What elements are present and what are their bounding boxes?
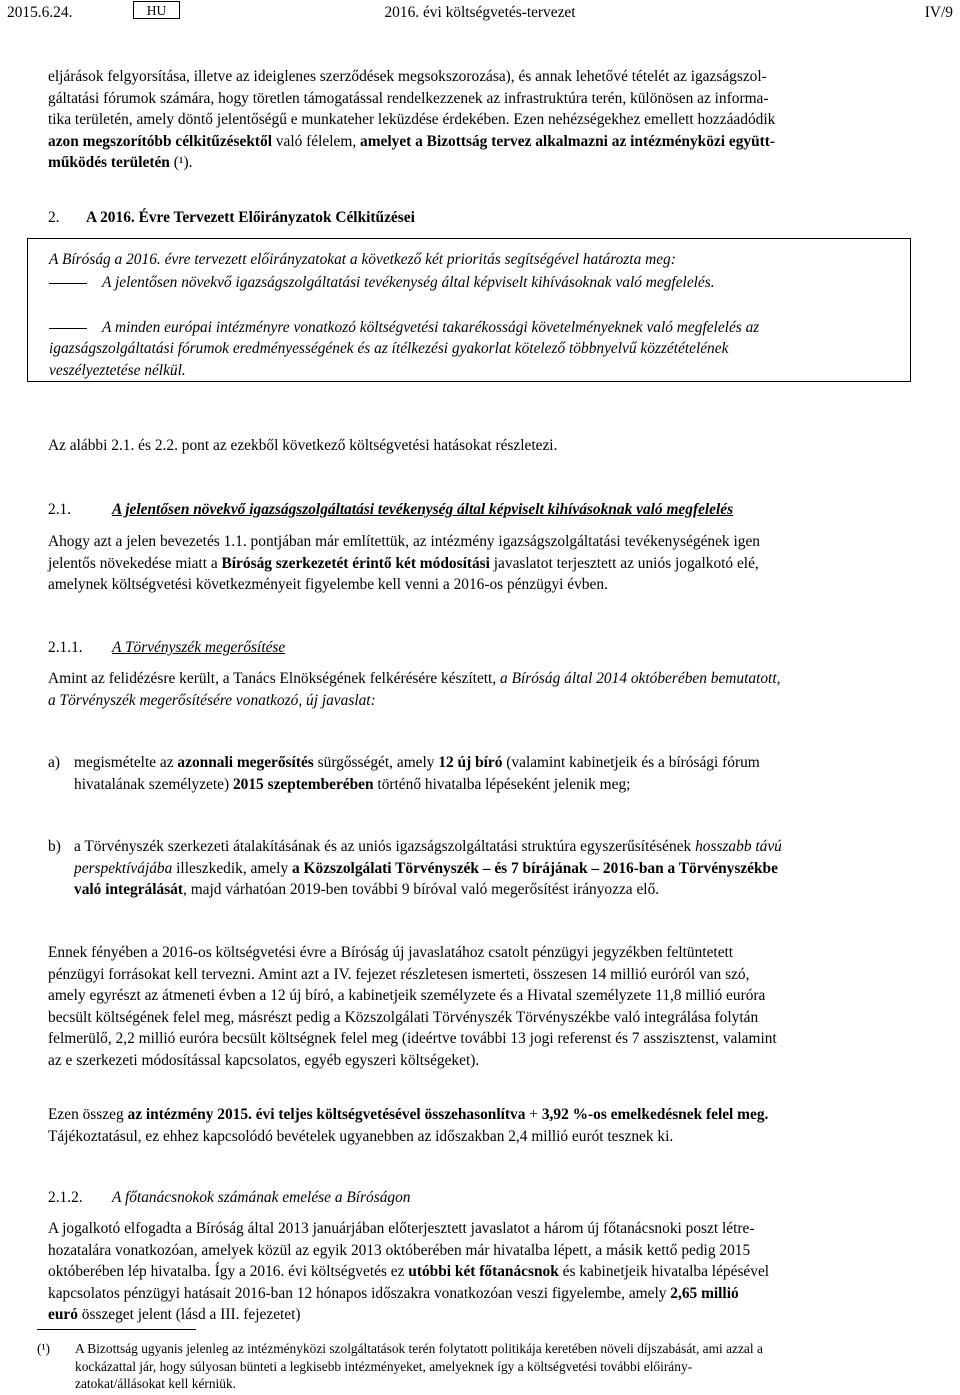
paragraph-2-1-2 [48, 1218, 912, 1326]
text-line [48, 553, 912, 575]
footnote-mark: (¹) [37, 1341, 50, 1356]
text-line: Ahogy azt a jelen bevezetés 1.1. pontjában már említettük, az intézmény igazságszolgáltatási tevékenységének igen [48, 533, 760, 550]
text-span: (valamint kabinetjeik és a bírósági fórum [502, 754, 760, 771]
subsection-title: A főtanácsnokok számának emelése a Bíróságon [112, 1189, 411, 1206]
text-line: amely egyrészt az átmeneti évben a 12 új bíró, a kabinetjeik személyzete és a Hivatal személyzete 11,8 millió euróra [48, 987, 766, 1004]
section-title: A 2016. Évre Tervezett Előirányzatok Célkitűzései [86, 209, 415, 226]
bold-phrase: 3,92 %-os emelkedésnek felel meg. [541, 1106, 769, 1123]
text-line [74, 752, 912, 774]
text-span: javaslatot terjesztett az uniós jogalkotó elé, [489, 554, 759, 572]
text-line: gáltatási fórumok számára, hogy töretlen támogatással rendelkezzenek az infrastruktúra terén, különösen az informa- [48, 89, 769, 107]
text-line [48, 690, 912, 712]
text-line [48, 1261, 912, 1283]
text-span: való félelem, [271, 132, 361, 150]
paragraph-alabbi: Az alábbi 2.1. és 2.2. pont az ezekből következő költségvetési hatásokat részletezi. [48, 437, 558, 454]
text-span: és kabinetjeik hivatalba lépésével [558, 1263, 770, 1280]
text-span: Ezen összeg [48, 1106, 128, 1123]
text-line [48, 152, 912, 174]
text-span: . [188, 154, 193, 171]
text-line: felmerülő, 2,2 millió euróra becsült költségnek felel meg (ideértve további 13 jogi referenst és 7 asszisztenst, valamint [48, 1030, 777, 1047]
list-label: a) [48, 754, 60, 771]
paragraph-ennek [48, 942, 912, 1071]
text-line: Ennek fényében a 2016-os költségvetési évre a Bíróság új javaslatához csatolt pénzügyi jegyzékben feltüntetett [48, 944, 734, 961]
text-span: sürgősségét, amely [313, 754, 439, 771]
text-line [74, 836, 912, 858]
text-span: , majd várhatóan 2019-ben további 9 bíróval való megerősítést irányozza elő. [183, 881, 660, 898]
text-line [74, 774, 912, 796]
italic-phrase: a Törvényszék megerősítésére vonatkozó, új javaslat: [48, 691, 376, 709]
bold-phrase: 12 új bíró [438, 754, 503, 771]
list-item-b [74, 836, 912, 901]
dash-bullet [49, 328, 87, 329]
header-page-number: IV/9 [924, 4, 953, 21]
list-item-a [74, 752, 912, 795]
intro-paragraph [48, 66, 912, 174]
text-span: októberében lép hivatalba. Így a 2016. évi költségvetés ez [48, 1263, 409, 1280]
text-line: A jogalkotó elfogadta a Bíróság által 2013 januárjában előterjesztett javaslatot a három új főtanácsnoki poszt létre- [48, 1220, 755, 1237]
bold-phrase: az intézmény 2015. évi teljes költségvetésével összehasonlítva [127, 1106, 526, 1123]
text-line: Tájékoztatásul, ez ehhez kapcsolódó bevételek ugyanebben az időszakban 2,4 millió eurót tesznek ki. [48, 1127, 674, 1145]
italic-phrase: a Bíróság által 2014 októberében bemutatott, [500, 670, 781, 687]
text-span: Amint az felidézésre került, a Tanács Elnökségének felkérésére készített, [48, 670, 501, 687]
bold-phrase: azonnali megerősítés [177, 754, 314, 771]
text-span: jelentős növekedése miatt a [48, 554, 222, 572]
footnote-ref[interactable]: (¹) [173, 154, 189, 171]
footnote-divider [37, 1329, 196, 1330]
text-span: megismételte az [74, 754, 178, 771]
italic-phrase: perspektívájába [74, 859, 173, 877]
text-line: hozatalára vonatkozóan, amelyek közül az egyik 2013 októberében már hivatalba lépett, a másik kettő pedig 2015 [48, 1241, 751, 1259]
section-number: 2. [48, 209, 60, 226]
text-line: tika területén, amely döntő jelentőségű e munkateher leküzdése érdekében. Ezen nehézségekhez emellett hozzáadódik [48, 111, 776, 128]
text-line [48, 1283, 912, 1305]
subsection-number: 2.1. [48, 501, 72, 518]
priority-item-1: A jelentősen növekvő igazságszolgáltatási tevékenység által képviselt kihívásoknak való megfelelés. [102, 274, 715, 291]
bold-phrase: működés területén [48, 154, 170, 171]
text-span: kapcsolatos pénzügyi hatásait 2016-ban 12 hónapos időszakra vonatkozóan veszi figyelembe, amely [48, 1284, 671, 1302]
text-line: amelynek költségvetési következményeit figyelembe kell venni a 2016-os pénzügyi évben. [48, 576, 608, 593]
list-label: b) [48, 838, 61, 855]
paragraph-2-1-1 [48, 668, 912, 711]
text-line [74, 858, 912, 880]
text-line: pénzügyi forrásokat kell tervezni. Amint azt a IV. fejezet részletesen ismerteti, összesen 14 millió euróról van szó, [48, 965, 750, 983]
bold-phrase: amelyet a Bizottság tervez alkalmazni az intézményközi együtt- [360, 132, 776, 150]
footnote-text [75, 1340, 912, 1393]
text-line [48, 1304, 912, 1326]
box-lead: A Bíróság a 2016. évre tervezett előirányzatokat a következő két prioritás segítségével határozta meg: [49, 251, 676, 268]
subsection-title: A Törvényszék megerősítése [112, 639, 286, 656]
text-line: A Bizottság ugyanis jelenleg az intézményközi szolgáltatások terén folytatott politikája keretében növeli díjszabását, ami azzal a [75, 1341, 763, 1356]
bold-phrase: a Közszolgálati Törvényszék – és 7 bírájának – 2016-ban a Törvényszékbe [291, 859, 778, 877]
text-line [48, 668, 912, 690]
subsection-title: A jelentősen növekvő igazságszolgáltatási tevékenység által képviselt kihívásoknak való megfelelés [112, 501, 734, 518]
text-line: veszélyeztetése nélkül. [49, 361, 186, 379]
bold-phrase: Bíróság szerkezetét érintő két módosítási [221, 554, 490, 572]
bold-phrase: utóbbi két főtanácsnok [408, 1263, 559, 1280]
header-title: 2016. évi költségvetés-tervezet [384, 4, 576, 21]
bold-phrase: euró [48, 1306, 78, 1323]
text-line [74, 879, 912, 901]
text-line: zatokat/állásokat kell kérniük. [75, 1376, 237, 1391]
text-line: kockázattal jár, hogy súlyosan bünteti a legkisebb intézményeket, amelyeknek így a költségvetési további előirány- [75, 1358, 693, 1374]
bold-phrase: való integrálását [74, 881, 184, 898]
text-span: összeget jelent (lásd a III. fejezetet) [77, 1306, 301, 1323]
text-line: eljárások felgyorsítása, illetve az ideiglenes szerződések megsokszorozása), és annak lehetővé tételét az igazságszol- [48, 68, 767, 85]
text-span: + [525, 1106, 542, 1123]
text-line: becsült költségének felel meg, másrészt pedig a Közszolgálati Törvényszék Törvényszékbe való integrálása folytán [48, 1008, 759, 1026]
paragraph-2-1 [48, 531, 912, 596]
paragraph-ezen [48, 1104, 912, 1147]
text-line [48, 131, 912, 153]
bold-phrase: 2015 szeptemberében [232, 775, 374, 793]
text-line [48, 1104, 912, 1126]
text-span: a Törvényszék szerkezeti átalakításának és az uniós igazságszolgáltatási struktúra egyszerűsítésének [74, 838, 696, 855]
bold-phrase: 2,65 millió [670, 1284, 739, 1302]
text-span: illeszkedik, amely [172, 859, 292, 877]
priority-item-2 [102, 317, 891, 339]
language-badge: HU [133, 1, 180, 19]
text-line: A minden európai intézményre vonatkozó költségvetési takarékossági követelményeknek való megfelelés az [102, 319, 760, 336]
text-span: hivatalának személyzete) [74, 775, 233, 793]
bold-phrase: azon megszorítóbb célkitűzésektől [48, 132, 272, 150]
priorities-box [27, 238, 911, 382]
priority-item-2-cont [49, 338, 889, 381]
subsection-number: 2.1.1. [48, 639, 83, 656]
text-line: az e szerkezeti módosítással kapcsolatos, egyéb egyszeri költségeket). [48, 1051, 480, 1069]
dash-bullet [49, 283, 87, 284]
italic-phrase: hosszabb távú [695, 838, 782, 855]
subsection-number: 2.1.2. [48, 1189, 83, 1206]
text-span: történő hivatalba lépéseként jelenik meg; [373, 775, 631, 793]
text-line: igazságszolgáltatási fórumok eredményességének és az ítélkezési gyakorlat kötelező többnyelvű közzétételének [49, 340, 729, 357]
header-date: 2015.6.24. [7, 4, 73, 21]
